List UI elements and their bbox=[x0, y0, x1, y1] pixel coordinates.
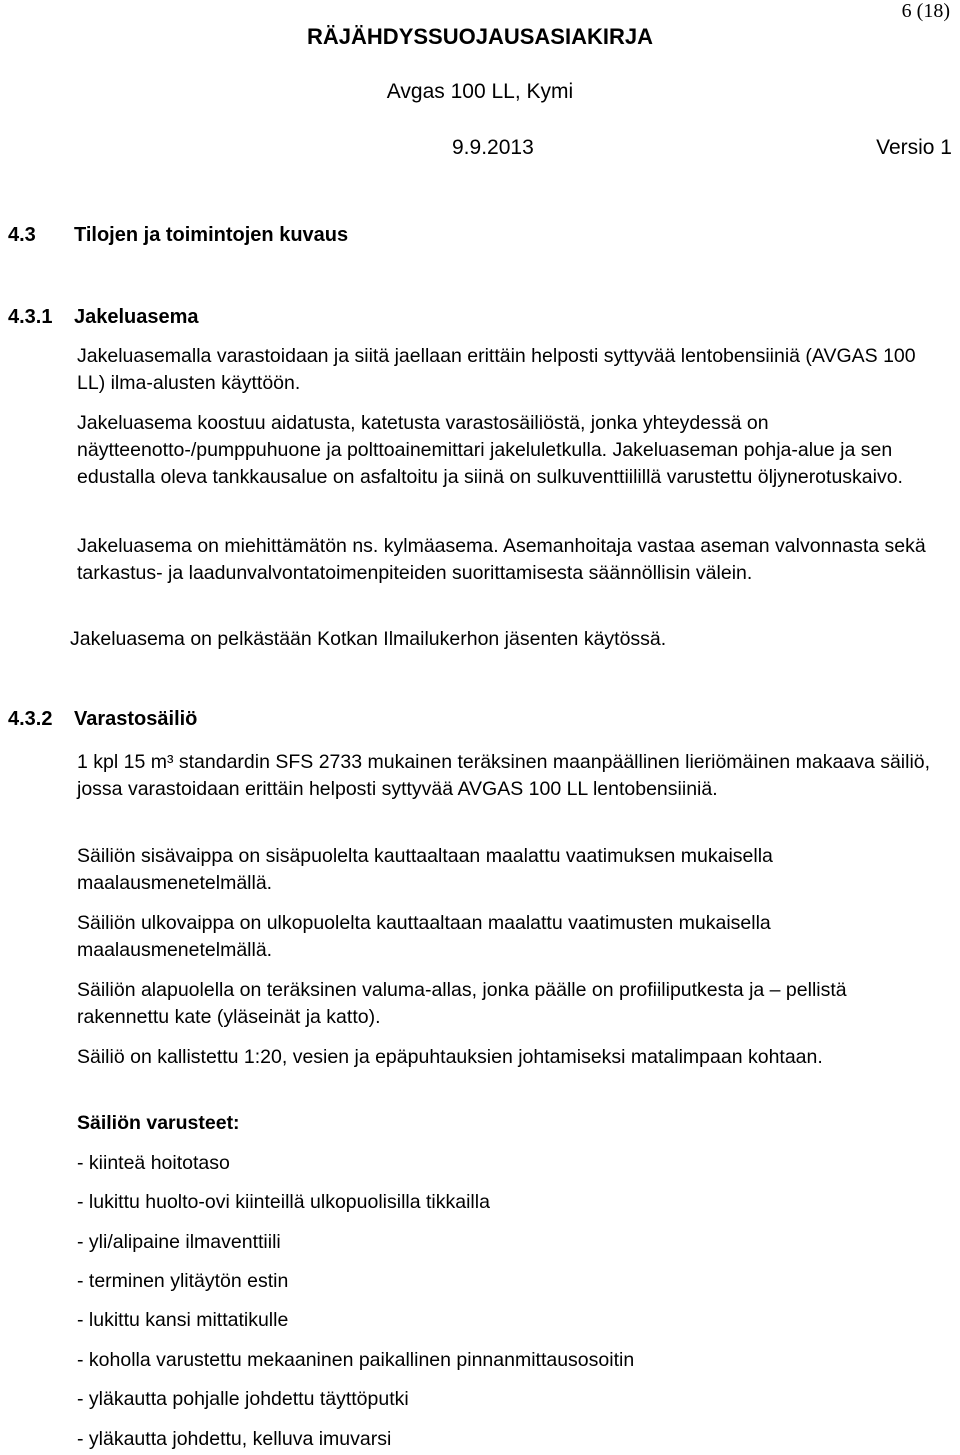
equipment-item: - kiinteä hoitotaso bbox=[77, 1152, 230, 1174]
document-subtitle: Avgas 100 LL, Kymi bbox=[386, 80, 574, 103]
equipment-heading: Säiliön varusteet: bbox=[77, 1112, 240, 1134]
document-date: 9.9.2013 bbox=[452, 136, 534, 159]
paragraph: Jakeluasema on miehittämätön ns. kylmäasema. Asemanhoitaja vastaa aseman valvonnasta sekä tarkastus- ja laadunvalvontatoimenpiteiden suorittamisesta säännöllisin välein. bbox=[77, 535, 926, 584]
equipment-item: - yläkautta johdettu, kelluva imuvarsi bbox=[77, 1428, 392, 1450]
section-number: 4.3.2 bbox=[8, 708, 53, 730]
section-4-3-1-heading bbox=[8, 306, 199, 329]
paragraph: Jakeluasemalla varastoidaan ja siitä jaellaan erittäin helposti syttyvää lentobensiiniä (AVGAS 100 LL) ilma-alusten käyttöön. bbox=[77, 345, 916, 394]
section-4-3-heading bbox=[8, 224, 348, 247]
document-title: RÄJÄHDYSSUOJAUSASIAKIRJA bbox=[307, 24, 653, 49]
paragraph: Säiliön alapuolella on teräksinen valuma-allas, jonka päälle on profiiliputkesta ja – pellistä rakennettu kate (yläseinät ja katto). bbox=[77, 979, 847, 1028]
section-title: Jakeluasema bbox=[74, 306, 199, 328]
paragraph: Säiliön sisävaippa on sisäpuolelta kauttaaltaan maalattu vaatimuksen mukaisella maalausmenetelmällä. bbox=[77, 845, 773, 894]
paragraph: Säiliö on kallistettu 1:20, vesien ja epäpuhtauksien johtamiseksi matalimpaan kohtaan. bbox=[77, 1046, 823, 1068]
section-4-3-2-heading bbox=[8, 708, 197, 731]
section-title: Tilojen ja toimintojen kuvaus bbox=[74, 224, 349, 246]
section-number: 4.3 bbox=[8, 224, 36, 246]
section-number: 4.3.1 bbox=[8, 306, 53, 328]
paragraph: Jakeluasema on pelkästään Kotkan Ilmailukerhon jäsenten käytössä. bbox=[70, 628, 667, 650]
page-number: 6 (18) bbox=[901, 0, 950, 22]
equipment-item: - koholla varustettu mekaaninen paikallinen pinnanmittausosoitin bbox=[77, 1349, 635, 1371]
paragraph: Jakeluasema koostuu aidatusta, katetusta varastosäiliöstä, jonka yhteydessä on näytteenotto-/pumppuhuone ja polttoainemittari jakeluletkulla. Jakeluaseman pohja-alue ja sen edustalla oleva tankkausalue on asfaltoitu ja siinä on sulkuventtiilillä varustettu öljynerotuskaivo. bbox=[77, 412, 903, 488]
section-title: Varastosäiliö bbox=[74, 708, 198, 730]
document-version: Versio 1 bbox=[876, 136, 952, 159]
equipment-item: - terminen ylitäytön estin bbox=[77, 1270, 289, 1292]
equipment-item: - lukittu kansi mittatikulle bbox=[77, 1309, 289, 1331]
equipment-item: - lukittu huolto-ovi kiinteillä ulkopuolisilla tikkailla bbox=[77, 1191, 490, 1213]
paragraph: Säiliön ulkovaippa on ulkopuolelta kauttaaltaan maalattu vaatimusten mukaisella maalausmenetelmällä. bbox=[77, 912, 771, 961]
paragraph: 1 kpl 15 m³ standardin SFS 2733 mukainen teräksinen maanpäällinen lieriömäinen makaava säiliö, jossa varastoidaan erittäin helposti syttyvää AVGAS 100 LL lentobensiiniä. bbox=[77, 751, 931, 800]
equipment-item: - yli/alipaine ilmaventtiili bbox=[77, 1231, 281, 1253]
equipment-item: - yläkautta pohjalle johdettu täyttöputki bbox=[77, 1388, 409, 1410]
